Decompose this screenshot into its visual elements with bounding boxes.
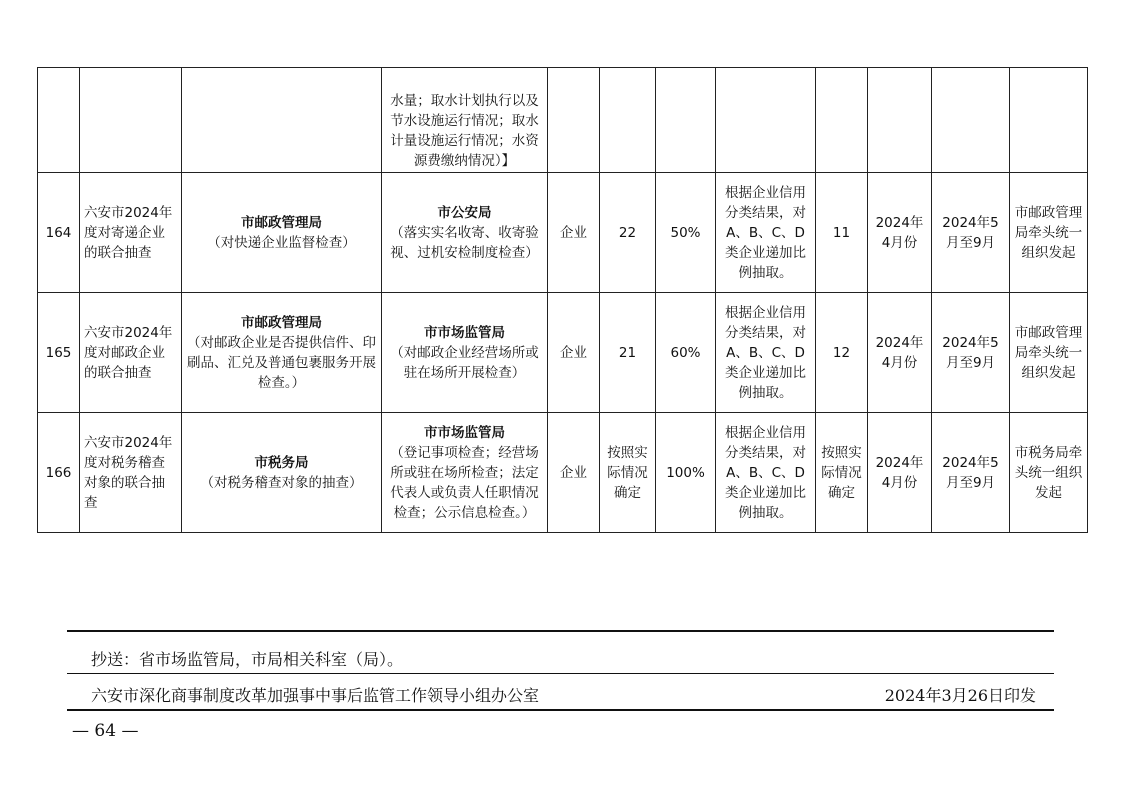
lead-department-detail: （对快递企业监督检查） [207,234,356,251]
coop-department-name: 市市场监管局 [424,324,505,341]
row-organizer: 市邮政管理局牵头统一组织发起 [1010,173,1088,293]
row-period: 2024年5月至9月 [932,413,1010,533]
row-sample: 12 [816,293,868,413]
row-sample: 11 [816,173,868,293]
coop-department-detail: （登记事项检查；经营场所或驻在场所检查；法定代表人或负责人任职情况检查；公示信息检查。） [390,444,539,521]
lead-department [182,413,382,533]
row-issue-time: 2024年4月份 [868,173,932,293]
row-number: 166 [38,413,80,533]
row-item: 六安市2024年度对邮政企业的联合抽查 [80,293,182,413]
row-object: 企业 [548,173,600,293]
row-count: 22 [600,173,656,293]
table-row [38,293,1088,413]
row-count: 21 [600,293,656,413]
row-item: 六安市2024年度对寄递企业的联合抽查 [80,173,182,293]
table-row [38,413,1088,533]
footer-bottom-rule [67,709,1054,711]
print-date: 2024年3月26日印发 [884,686,1036,705]
row-number: 165 [38,293,80,413]
footer-middle-rule [67,673,1054,674]
row-ratio: 60% [656,293,716,413]
row-period: 2024年5月至9月 [932,173,1010,293]
lead-department-detail: （对邮政企业是否提供信件、印刷品、汇兑及普通包裹服务开展检查。） [187,334,376,391]
row-number: 164 [38,173,80,293]
inspection-table [37,67,1088,533]
table-row [38,173,1088,293]
row-ratio: 100% [656,413,716,533]
row-organizer: 市税务局牵头统一组织发起 [1010,413,1088,533]
coop-department [382,293,548,413]
row-item: 六安市2024年度对税务稽查对象的联合抽查 [80,413,182,533]
issuer: 六安市深化商事制度改革加强事中事后监管工作领导小组办公室 [91,686,540,705]
row-organizer: 市邮政管理局牵头统一组织发起 [1010,293,1088,413]
coop-department [382,413,548,533]
row-object: 企业 [548,293,600,413]
row-method: 根据企业信用分类结果，对A、B、C、D类企业递加比例抽取。 [716,413,816,533]
coop-department [382,173,548,293]
continuation-row [38,68,1088,173]
row-object: 企业 [548,413,600,533]
lead-department-name: 市邮政管理局 [241,314,322,331]
continuation-content: 水量；取水计划执行以及节水设施运行情况；取水计量设施运行情况；水资源费缴纳情况）】 [382,68,548,173]
lead-department-name: 市税务局 [254,454,309,471]
row-sample: 按照实际情况确定 [816,413,868,533]
row-method: 根据企业信用分类结果，对A、B、C、D类企业递加比例抽取。 [716,293,816,413]
coop-department-name: 市市场监管局 [424,424,505,441]
cc-line: 抄送：省市场监管局，市局相关科室（局）。 [91,650,404,669]
row-ratio: 50% [656,173,716,293]
row-method: 根据企业信用分类结果，对A、B、C、D类企业递加比例抽取。 [716,173,816,293]
page-number: — 64 — [72,721,139,741]
lead-department-name: 市邮政管理局 [241,214,322,231]
coop-department-detail: （对邮政企业经营场所或驻在场所开展检查） [390,344,539,381]
lead-department-detail: （对税务稽查对象的抽查） [200,474,363,491]
lead-department [182,173,382,293]
coop-department-name: 市公安局 [437,204,492,221]
row-period: 2024年5月至9月 [932,293,1010,413]
row-issue-time: 2024年4月份 [868,293,932,413]
row-count: 按照实际情况确定 [600,413,656,533]
row-issue-time: 2024年4月份 [868,413,932,533]
lead-department [182,293,382,413]
footer-top-rule [67,630,1054,632]
coop-department-detail: （落实实名收寄、收寄验视、过机安检制度检查） [390,224,539,261]
